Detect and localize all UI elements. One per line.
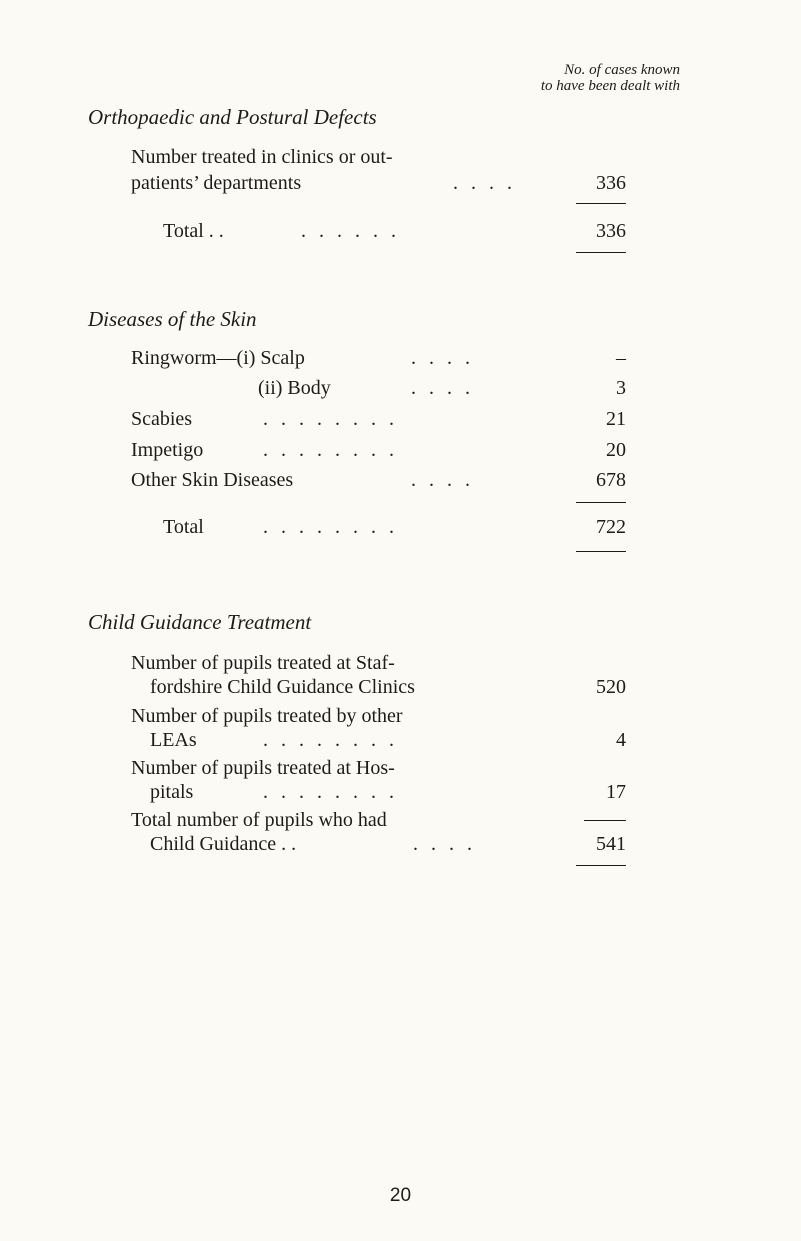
cg-row4-value: 541: [596, 833, 626, 855]
skin-row: [131, 345, 474, 371]
skin-row-value: –: [616, 347, 626, 369]
cg-row3-line2: [150, 779, 398, 805]
section-title-skin: Diseases of the Skin: [88, 307, 257, 331]
leader-dots: . . . . . . . .: [263, 729, 398, 751]
leader-dots: . . . .: [411, 347, 474, 369]
cg-row2-value: 4: [616, 729, 626, 751]
skin-total-value: 722: [596, 516, 626, 538]
column-header: [541, 62, 680, 94]
orthopaedic-total-value: 336: [596, 220, 626, 242]
cg-row1-value: 520: [596, 676, 626, 698]
skin-row: [131, 406, 398, 432]
cg-row2-label: LEAs: [150, 729, 197, 751]
column-header-line2: to have been dealt with: [540, 78, 680, 94]
leader-dots: . . . . . .: [301, 220, 400, 242]
rule: [576, 252, 626, 253]
rule: [584, 820, 626, 821]
cg-row4-line1: Total number of pupils who had: [131, 809, 387, 831]
skin-row-label: (ii) Body: [258, 377, 331, 399]
orthopaedic-row-label: patients’ departments: [131, 172, 302, 194]
skin-row: [131, 467, 474, 493]
skin-row-label: Ringworm—(i) Scalp: [131, 347, 305, 369]
page-number: 20: [389, 1185, 412, 1206]
rule: [576, 203, 626, 204]
leader-dots: . . . .: [411, 469, 474, 491]
orthopaedic-total-label: [163, 218, 400, 244]
skin-row-value: 20: [606, 439, 626, 461]
cg-row1-line1: Number of pupils treated at Staf-: [131, 652, 395, 674]
leader-dots: . . . . . . . .: [263, 781, 398, 803]
total-label: Total: [163, 516, 204, 538]
skin-total: [163, 514, 398, 540]
column-header-line1: No. of cases known: [564, 62, 680, 78]
leader-dots: . . . . . . . .: [263, 516, 398, 538]
rule: [576, 551, 626, 552]
orthopaedic-row-value: 336: [596, 172, 626, 194]
cg-row3-line1: Number of pupils treated at Hos-: [131, 757, 395, 779]
leader-dots: . . . .: [453, 172, 516, 194]
cg-row2-line2: [150, 727, 398, 753]
skin-row-value: 678: [596, 469, 626, 491]
orthopaedic-row-label-line1: Number treated in clinics or out-: [131, 146, 393, 168]
cg-row3-value: 17: [606, 781, 626, 803]
cg-row2-line1: Number of pupils treated by other: [131, 705, 403, 727]
leader-dots: . . . . . . . .: [263, 408, 398, 430]
cg-row1-line2: fordshire Child Guidance Clinics: [150, 676, 415, 698]
section-title-orthopaedic: Orthopaedic and Postural Defects: [88, 105, 377, 129]
skin-row-label: Scabies: [131, 408, 193, 430]
orthopaedic-row-label-line2: [131, 170, 516, 196]
skin-row-label: Other Skin Diseases: [131, 469, 294, 491]
leader-dots: . . . .: [411, 377, 474, 399]
skin-row: [258, 375, 474, 401]
skin-row-value: 3: [616, 377, 626, 399]
section-title-child-guidance: Child Guidance Treatment: [88, 610, 312, 634]
leader-dots: . . . .: [413, 833, 476, 855]
cg-row4-line2: [150, 831, 476, 857]
skin-row: [131, 437, 398, 463]
cg-row4-label: Child Guidance . .: [150, 833, 297, 855]
rule: [576, 865, 626, 866]
skin-row-value: 21: [606, 408, 626, 430]
skin-row-label: Impetigo: [131, 439, 204, 461]
total-label: Total . .: [163, 220, 224, 242]
leader-dots: . . . . . . . .: [263, 439, 398, 461]
rule: [576, 502, 626, 503]
cg-row3-label: pitals: [150, 781, 194, 803]
